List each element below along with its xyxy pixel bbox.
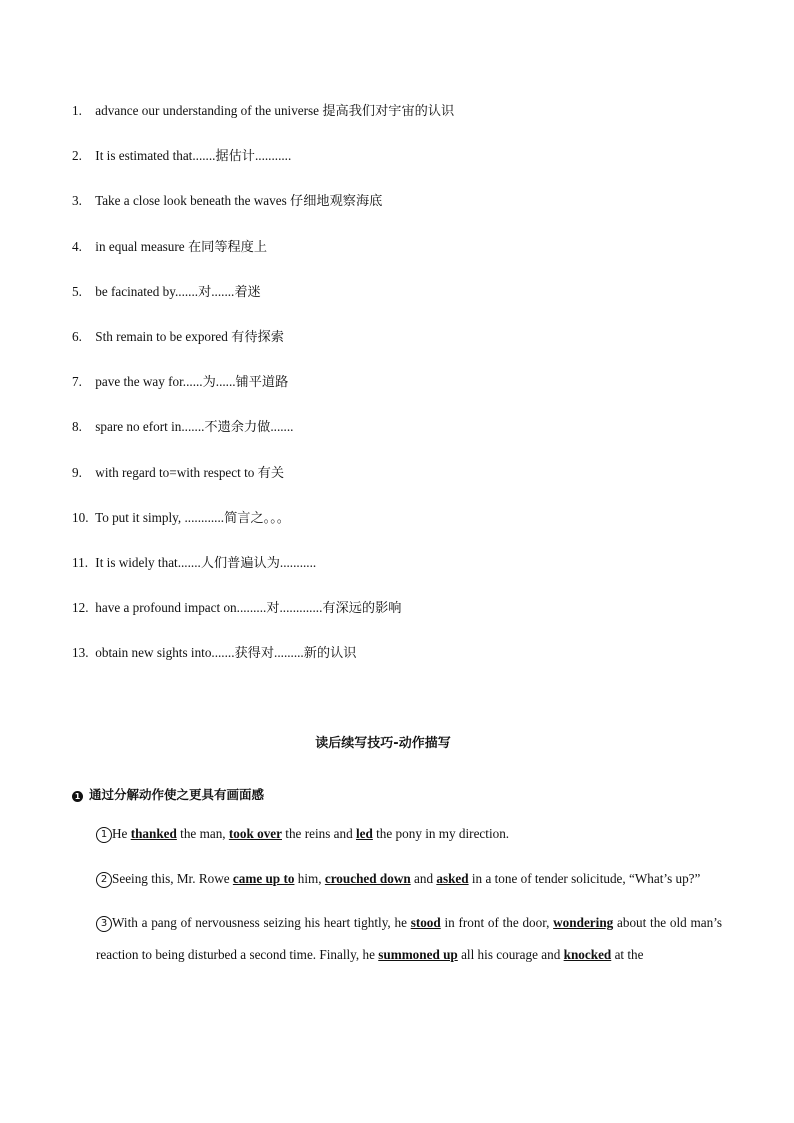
example-text: the man, — [176, 826, 229, 841]
example-text: Seeing this, Mr. Rowe — [112, 870, 233, 886]
item-text: be facinated by.......对.......着迷 — [95, 283, 261, 299]
item-text: To put it simply, ............简言之。。。 — [95, 509, 290, 525]
circled-number-icon: 2 — [96, 872, 112, 888]
item-text: have a profound impact on.........对.............有深远的影响 — [95, 600, 402, 616]
circled-number-icon: 1 — [96, 827, 112, 843]
item-number: 11. — [72, 554, 88, 570]
item-number: 12. — [72, 600, 89, 616]
list-item — [72, 145, 732, 190]
example-text: in a tone of tender solicitude, “What’s up?” — [468, 870, 701, 886]
list-item — [72, 597, 732, 642]
item-text: pave the way for......为......铺平道路 — [95, 374, 289, 390]
example-text: him, — [294, 870, 325, 886]
action-keyword: summoned up — [378, 946, 458, 962]
example-text: at the — [611, 946, 644, 962]
example-paragraph — [96, 818, 722, 850]
item-text: advance our understanding of the universe 提高我们对宇宙的认识 — [95, 103, 455, 118]
list-item — [72, 281, 732, 326]
example-text: the pony in my direction. — [372, 826, 510, 841]
action-keyword: stood — [410, 915, 441, 930]
example-paragraph — [96, 907, 722, 970]
item-text: spare no efort in.......不遗余力做....... — [95, 419, 294, 435]
item-number: 8. — [72, 419, 82, 435]
item-text: obtain new sights into.......获得对.........新的认识 — [95, 645, 357, 661]
example-text: about the old man’s reaction to being disturbed a second time. Finally, he — [96, 915, 723, 962]
action-keyword: knocked — [563, 946, 612, 962]
list-item — [72, 552, 732, 597]
example-text: in front of the door, — [440, 915, 554, 930]
item-number: 10. — [72, 509, 89, 525]
list-item — [72, 236, 732, 281]
action-keyword: wondering — [553, 915, 614, 930]
item-number: 13. — [72, 645, 89, 661]
example-list — [96, 818, 722, 983]
item-number: 2. — [72, 148, 82, 164]
action-keyword: took over — [228, 826, 282, 841]
list-item — [72, 507, 732, 552]
subsection-heading-text: 通过分解动作使之更具有画面感 — [89, 787, 265, 802]
item-number: 3. — [72, 193, 82, 209]
list-item — [72, 416, 732, 461]
list-item — [72, 100, 732, 145]
action-keyword: came up to — [232, 870, 295, 886]
item-text: Sth remain to be expored 有待探索 — [95, 328, 284, 344]
example-text: He — [112, 826, 131, 841]
action-keyword: crouched down — [324, 870, 411, 886]
item-text: in equal measure 在同等程度上 — [95, 238, 268, 254]
phrase-list — [72, 100, 732, 687]
list-item — [72, 462, 732, 507]
item-text: It is widely that.......人们普遍认为........... — [95, 554, 317, 570]
example-text: the reins and — [282, 826, 356, 841]
item-number: 7. — [72, 374, 82, 390]
action-keyword: asked — [436, 870, 469, 886]
example-text: all his courage and — [457, 946, 564, 962]
subsection-heading — [72, 785, 264, 803]
item-text: with regard to=with respect to 有关 — [95, 464, 285, 480]
list-item — [72, 326, 732, 371]
action-keyword: led — [355, 826, 373, 841]
list-item — [72, 642, 732, 687]
item-number: 1. — [72, 103, 82, 118]
section-title: 读后续写技巧-动作描写 — [315, 736, 451, 751]
circled-number-icon: 3 — [96, 916, 112, 932]
item-text: It is estimated that.......据估计........... — [95, 148, 292, 164]
example-paragraph — [96, 863, 722, 895]
example-text: and — [410, 870, 437, 886]
list-item — [72, 190, 732, 235]
example-text: With a pang of nervousness seizing his heart tightly, he — [112, 915, 411, 930]
action-keyword: thanked — [130, 826, 177, 841]
item-number: 6. — [72, 328, 82, 344]
list-item — [72, 371, 732, 416]
item-number: 5. — [72, 283, 82, 299]
item-number: 4. — [72, 238, 82, 254]
numbered-bullet-icon: 1 — [72, 791, 83, 802]
item-number: 9. — [72, 464, 82, 480]
item-text: Take a close look beneath the waves 仔细地观察海底 — [95, 193, 383, 209]
